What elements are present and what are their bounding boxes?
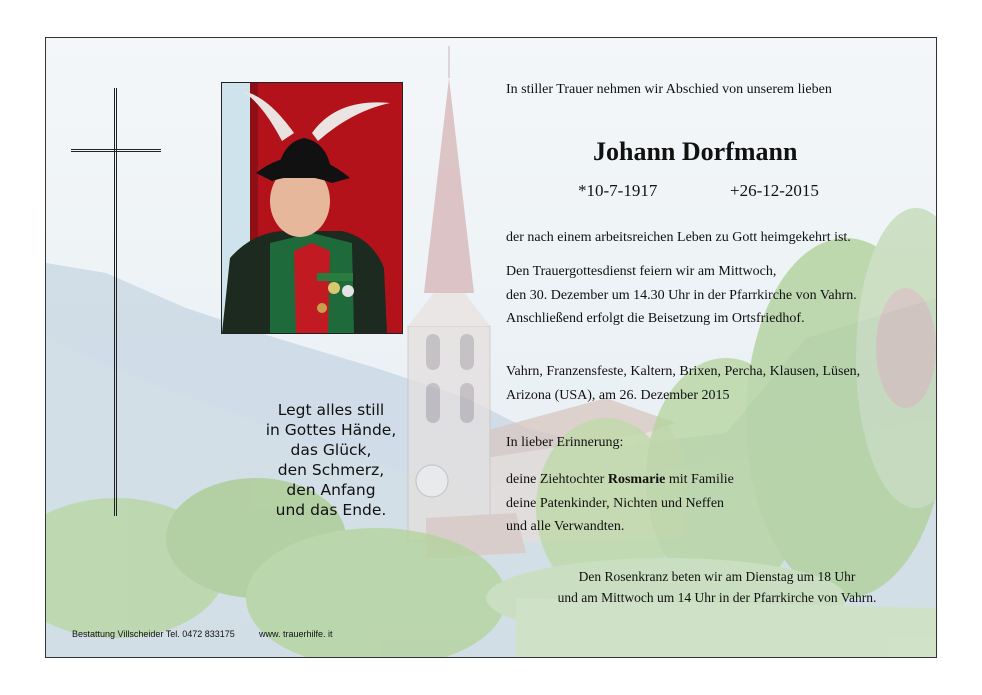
cross-horizontal-bar	[71, 149, 161, 152]
places-line: Vahrn, Franzensfeste, Kaltern, Brixen, Percha, Klausen, Lüsen,	[506, 364, 861, 379]
poem-line: den Schmerz,	[277, 461, 385, 479]
places-line: Arizona (USA), am 26. Dezember 2015	[506, 387, 730, 403]
mourners-line-relatives: und alle Verwandten.	[506, 519, 625, 534]
poem-line: den Anfang	[286, 481, 376, 499]
funeral-service-line: Anschließend erfolgt die Beisetzung im Ortsfriedhof.	[506, 311, 805, 326]
mourners-prefix: deine Ziehtochter	[506, 472, 608, 487]
rosary-line: Den Rosenkranz beten wir am Dienstag um 18 Uhr	[578, 569, 856, 584]
funeral-service-line: Den Trauergottesdienst feiern wir am Mittwoch,	[506, 264, 777, 279]
portrait-illustration	[222, 83, 402, 333]
poem-line: in Gottes Hände,	[265, 421, 397, 439]
rosary-notice	[506, 566, 928, 608]
rosary-line: und am Mittwoch um 14 Uhr in der Pfarrkirche von Vahrn.	[557, 590, 877, 605]
memory-heading: In lieber Erinnerung:	[506, 435, 624, 450]
poem-line: Legt alles still	[277, 401, 385, 419]
cross-vertical-bar	[114, 88, 117, 516]
obituary-card	[45, 37, 937, 658]
memorial-poem	[206, 400, 456, 520]
death-date: +26-12-2015	[730, 181, 819, 200]
places-date-paragraph	[506, 360, 860, 407]
deceased-name: Johann Dorfmann	[593, 137, 798, 166]
website-text: www. trauerhilfe. it	[259, 629, 333, 639]
birth-date: *10-7-1917	[578, 181, 658, 200]
funeral-home-contact: Bestattung Villscheider Tel. 0472 833175	[72, 629, 235, 639]
mourners-suffix: mit Familie	[665, 472, 734, 487]
funeral-service-paragraph	[506, 260, 857, 331]
intro-text: In stiller Trauer nehmen wir Abschied von unserem lieben	[506, 82, 832, 97]
background-church-landscape	[46, 38, 936, 657]
homecoming-text: der nach einem arbeitsreichen Leben zu Gott heimgekehrt ist.	[506, 230, 851, 245]
mourners-name: Rosmarie	[607, 472, 666, 487]
mourners-list	[506, 468, 734, 539]
poem-line: das Glück,	[290, 441, 372, 459]
funeral-service-line: den 30. Dezember um 14.30 Uhr in der Pfarrkirche von Vahrn.	[506, 287, 857, 303]
deceased-portrait-photo	[221, 82, 403, 334]
mourners-line-foster-daughter	[506, 468, 734, 492]
mourners-line-godchildren: deine Patenkinder, Nichten und Neffen	[506, 495, 725, 511]
poem-line: und das Ende.	[275, 501, 387, 519]
